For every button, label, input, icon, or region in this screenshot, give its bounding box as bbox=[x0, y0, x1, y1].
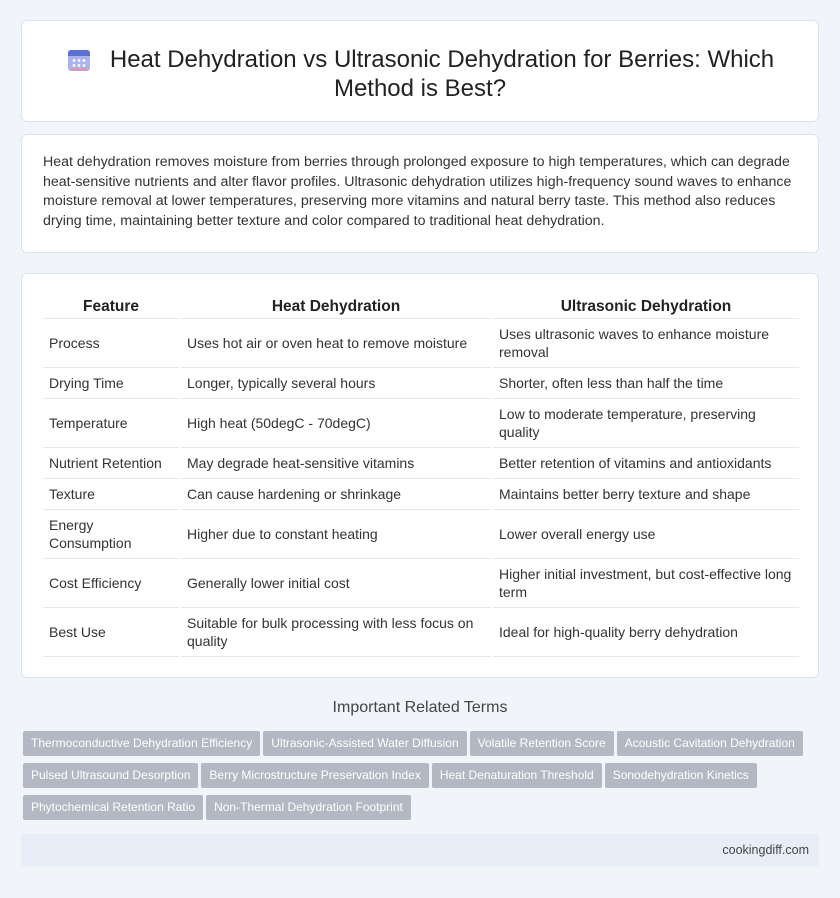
term-tag[interactable]: Ultrasonic-Assisted Water Diffusion bbox=[263, 731, 466, 756]
feature-cell: Texture bbox=[43, 478, 180, 509]
table-row bbox=[43, 447, 799, 478]
header-card bbox=[21, 20, 819, 122]
ultrasonic-cell: Uses ultrasonic waves to enhance moisture removal bbox=[492, 318, 799, 367]
table-row bbox=[43, 367, 799, 398]
intro-card bbox=[21, 134, 819, 253]
heat-cell: High heat (50degC - 70degC) bbox=[180, 398, 492, 447]
heat-cell: Suitable for bulk processing with less focus on quality bbox=[180, 607, 492, 656]
heat-cell: Generally lower initial cost bbox=[180, 558, 492, 607]
header-ultrasonic-dehydration: Ultrasonic Dehydration bbox=[492, 296, 799, 318]
term-tag[interactable]: Berry Microstructure Preservation Index bbox=[201, 763, 428, 788]
ultrasonic-cell: Shorter, often less than half the time bbox=[492, 367, 799, 398]
title-wrap bbox=[22, 45, 818, 103]
calendar-grid-icon bbox=[66, 47, 92, 73]
ultrasonic-cell: Maintains better berry texture and shape bbox=[492, 478, 799, 509]
term-tag[interactable]: Volatile Retention Score bbox=[470, 731, 614, 756]
table-row bbox=[43, 398, 799, 447]
feature-cell: Energy Consumption bbox=[43, 509, 180, 558]
term-tag[interactable]: Sonodehydration Kinetics bbox=[605, 763, 757, 788]
header-heat-dehydration: Heat Dehydration bbox=[180, 296, 492, 318]
footer-site-link[interactable]: cookingdiff.com bbox=[722, 843, 809, 857]
term-tag[interactable]: Non-Thermal Dehydration Footprint bbox=[206, 795, 411, 820]
ultrasonic-cell: Ideal for high-quality berry dehydration bbox=[492, 607, 799, 656]
header-feature: Feature bbox=[43, 296, 180, 318]
heat-cell: Higher due to constant heating bbox=[180, 509, 492, 558]
ultrasonic-cell: Low to moderate temperature, preserving quality bbox=[492, 398, 799, 447]
heat-cell: Longer, typically several hours bbox=[180, 367, 492, 398]
footer bbox=[21, 834, 819, 867]
term-tag[interactable]: Pulsed Ultrasound Desorption bbox=[23, 763, 198, 788]
related-terms-heading: Important Related Terms bbox=[332, 699, 508, 716]
feature-cell: Nutrient Retention bbox=[43, 447, 180, 478]
heat-cell: Can cause hardening or shrinkage bbox=[180, 478, 492, 509]
table-row bbox=[43, 318, 799, 367]
term-tag[interactable]: Acoustic Cavitation Dehydration bbox=[617, 731, 803, 756]
table-row bbox=[43, 478, 799, 509]
table-row bbox=[43, 607, 799, 656]
feature-cell: Cost Efficiency bbox=[43, 558, 180, 607]
feature-cell: Best Use bbox=[43, 607, 180, 656]
page-title: Heat Dehydration vs Ultrasonic Dehydration for Berries: Which Method is Best? bbox=[109, 46, 775, 102]
related-terms-list bbox=[23, 731, 823, 827]
table-row bbox=[43, 558, 799, 607]
ultrasonic-cell: Higher initial investment, but cost-effective long term bbox=[492, 558, 799, 607]
term-tag[interactable]: Thermoconductive Dehydration Efficiency bbox=[23, 731, 260, 756]
ultrasonic-cell: Lower overall energy use bbox=[492, 509, 799, 558]
comparison-table bbox=[43, 296, 799, 657]
table-row bbox=[43, 509, 799, 558]
heat-cell: Uses hot air or oven heat to remove moisture bbox=[180, 318, 492, 367]
comparison-table-card bbox=[21, 273, 819, 678]
ultrasonic-cell: Better retention of vitamins and antioxidants bbox=[492, 447, 799, 478]
table-header-row bbox=[43, 296, 799, 318]
heat-cell: May degrade heat-sensitive vitamins bbox=[180, 447, 492, 478]
term-tag[interactable]: Heat Denaturation Threshold bbox=[432, 763, 602, 788]
term-tag[interactable]: Phytochemical Retention Ratio bbox=[23, 795, 203, 820]
intro-paragraph: Heat dehydration removes moisture from berries through prolonged exposure to high temperatures, which can degrade heat-sensitive nutrients and alter flavor profiles. Ultrasonic dehydration utilizes high-frequency sound waves to enhance moisture removal at lower temperatures, preserving more vitamins and natural berry taste. This method also reduces drying time, maintaining better texture and color compared to traditional heat dehydration. bbox=[43, 154, 792, 229]
feature-cell: Process bbox=[43, 318, 180, 367]
feature-cell: Temperature bbox=[43, 398, 180, 447]
feature-cell: Drying Time bbox=[43, 367, 180, 398]
